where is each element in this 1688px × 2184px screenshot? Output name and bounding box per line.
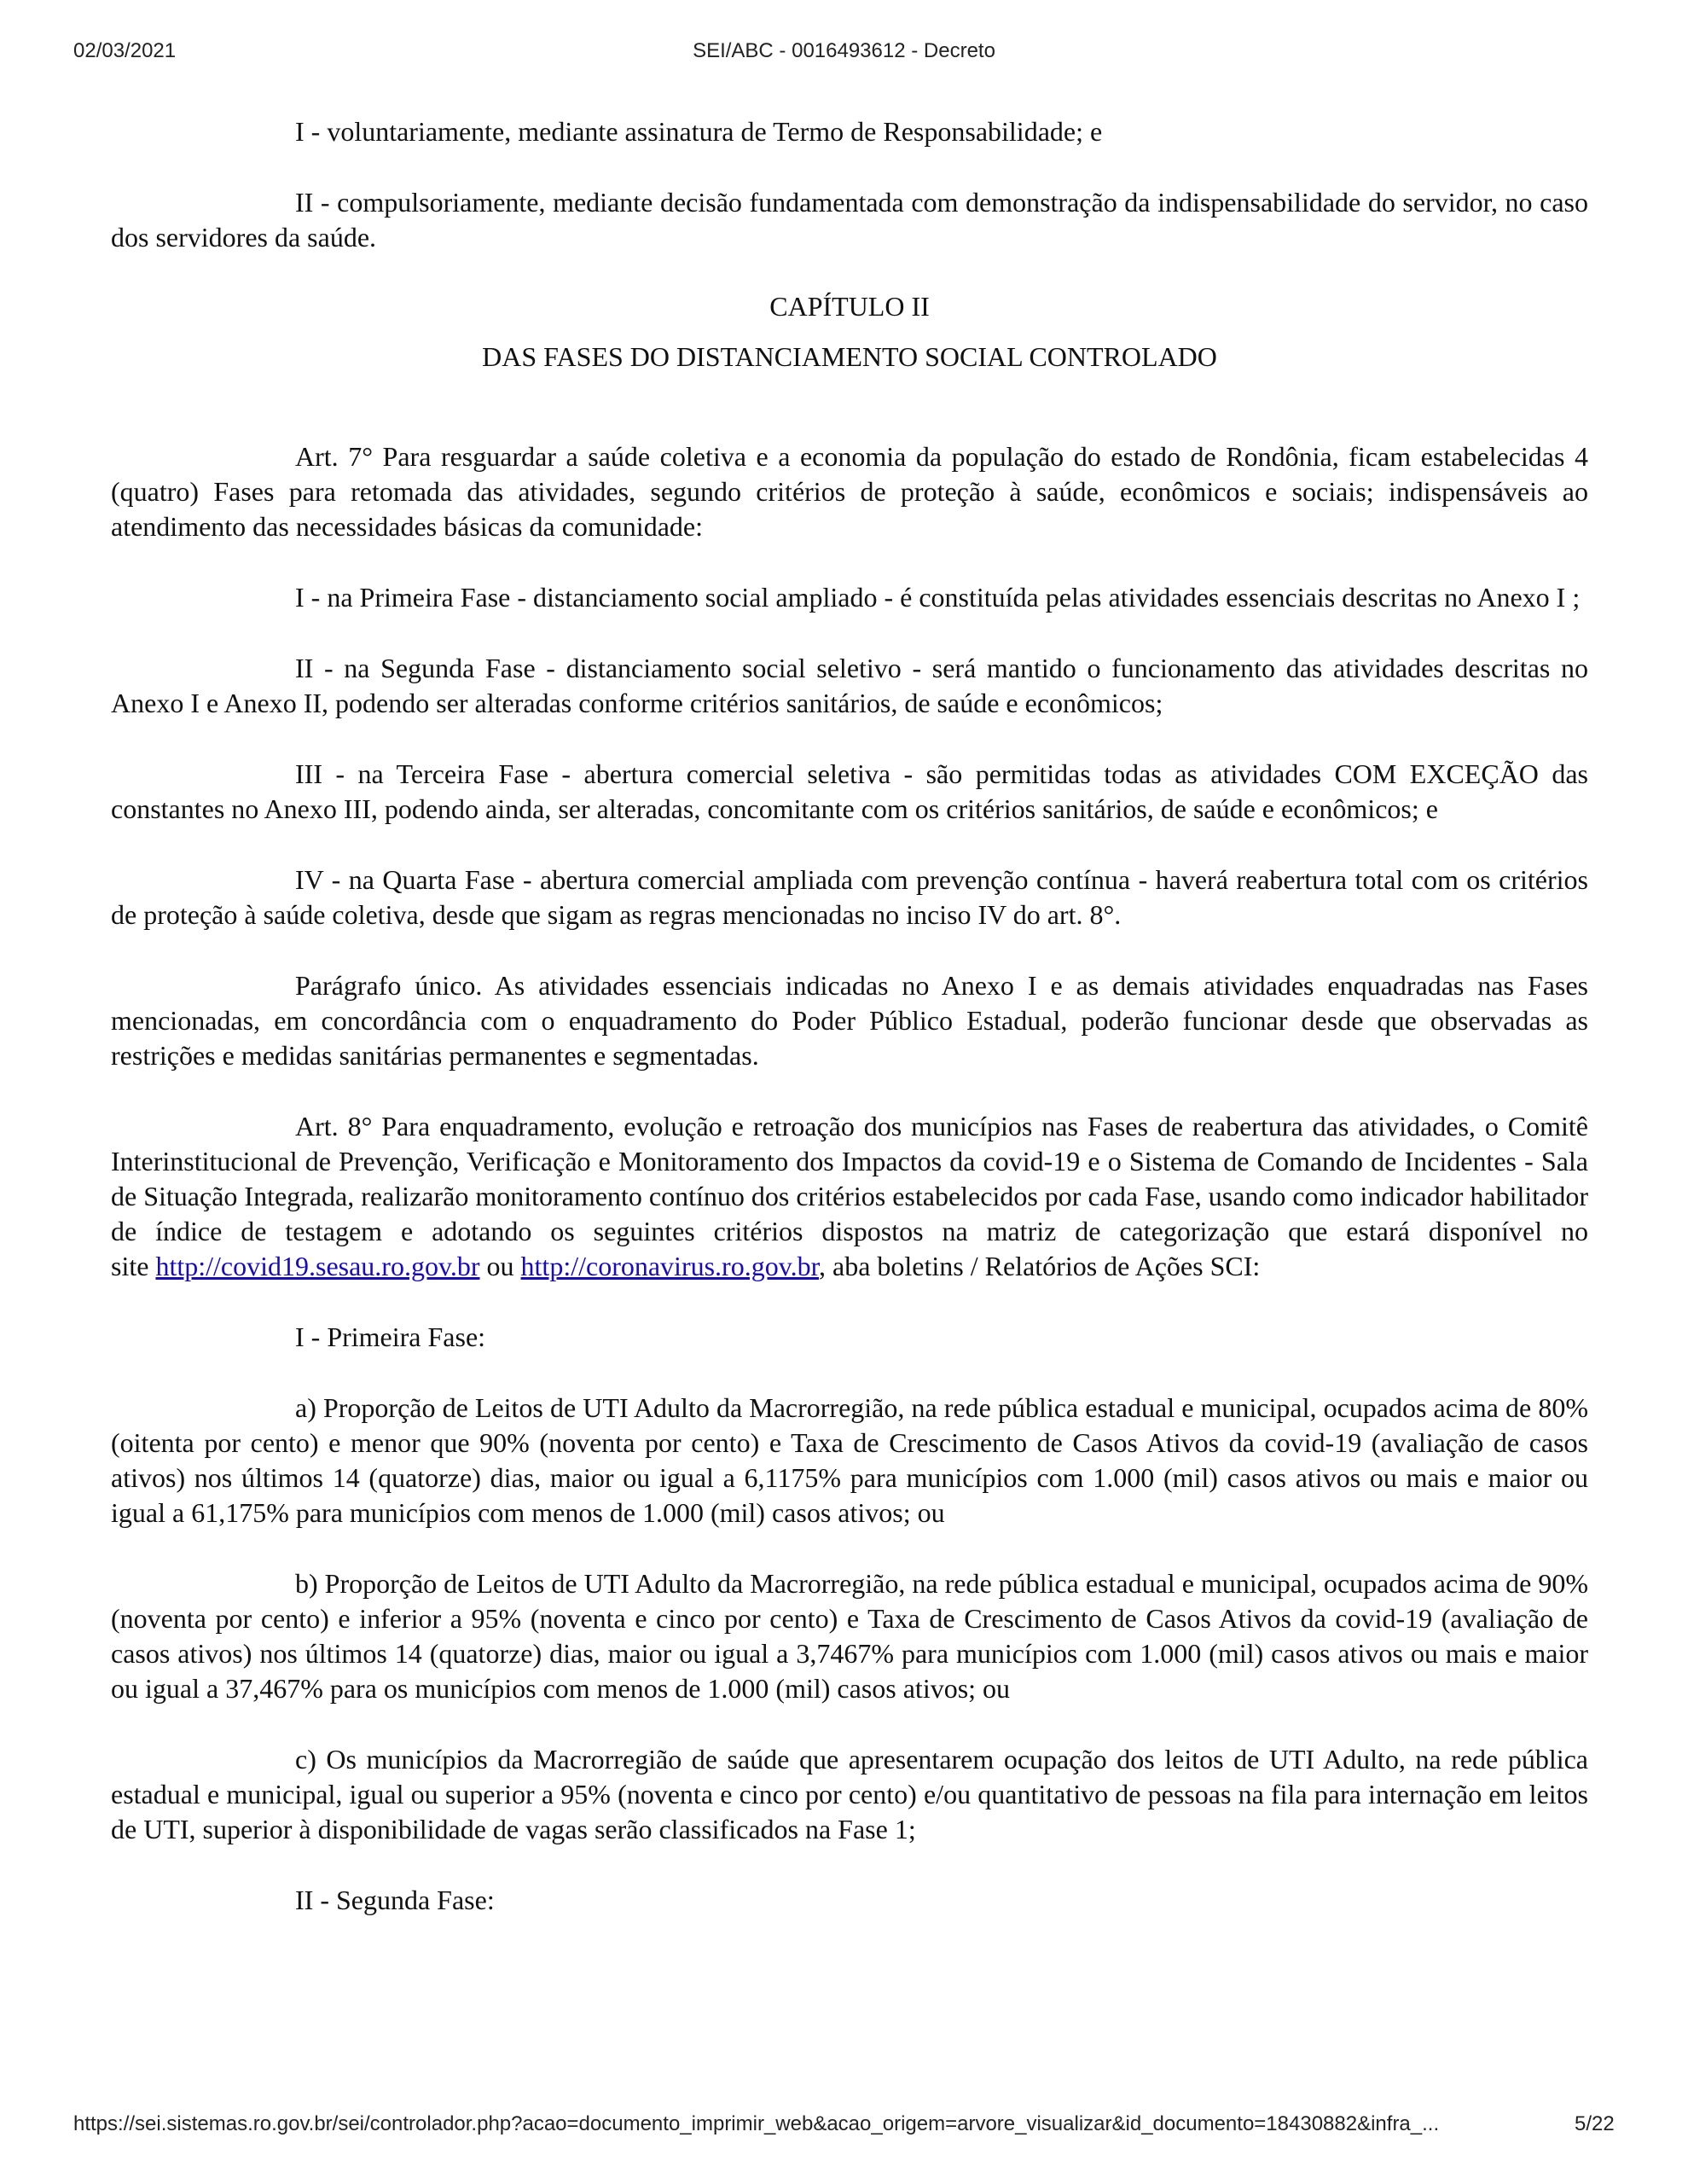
article-8-links-line [111, 1249, 1588, 1284]
article-7-inciso-iv: IV - na Quarta Fase - abertura comercial ampliada com prevenção contínua - haverá reabertura total com os critérios de proteção à saúde coletiva, desde que sigam as regras mencionadas no inciso IV do art. 8°. [111, 864, 1588, 930]
article-7-inciso-ii: II - na Segunda Fase - distanciamento social seletivo - será mantido o funcionamento das atividades descritas no Anexo I e Anexo II, podendo ser alteradas conforme critérios sanitários, de saúde e econômicos; [111, 653, 1588, 718]
fase-1-item-b: b) Proporção de Leitos de UTI Adulto da Macrorregião, na rede pública estadual e municipal, ocupados acima de 90% (noventa por cento) e inferior a 95% (noventa e cinco por cento) e Taxa de Crescimento de Casos Ativos da covid-19 (avaliação de casos ativos) nos últimos 14 (quatorze) dias, maior ou igual a 3,7467% para municípios com 1.000 (mil) casos ativos ou mais e maior ou igual a 37,467% para os municípios com menos de 1.000 (mil) casos ativos; ou [111, 1568, 1588, 1704]
paragraph-inciso-ii: II - compulsoriamente, mediante decisão fundamentada com demonstração da indispensabilidade do servidor, no caso dos servidores da saúde. [111, 187, 1588, 253]
fase-2-title: II - Segunda Fase: [295, 1885, 495, 1915]
article-8 [111, 1109, 1588, 1284]
paragraph-inciso-i: I - voluntariamente, mediante assinatura de Termo de Responsabilidade; e [295, 116, 1103, 147]
links-suffix: , aba boletins / Relatórios de Ações SCI: [819, 1251, 1261, 1281]
coronavirus-ro-link[interactable]: http://coronavirus.ro.gov.br [520, 1251, 819, 1281]
paragrafo-unico: Parágrafo único. As atividades essenciais indicadas no Anexo I e as demais atividades enquadradas nas Fases mencionadas, em concordância com o enquadramento do Poder Público Estadual, poderão funcionar desde que observadas as restrições e medidas sanitárias permanentes e segmentadas. [111, 970, 1588, 1071]
document-body [111, 114, 1588, 1954]
article-7-inciso-iii: III - na Terceira Fase - abertura comercial seletiva - são permitidas todas as atividades COM EXCEÇÃO das constantes no Anexo III, podendo ainda, ser alteradas, concomitante com os critérios sanitários, de saúde e econômicos; e [111, 758, 1588, 824]
page-number: 5/22 [1575, 2112, 1615, 2135]
article-8-text: Art. 8° Para enquadramento, evolução e retroação dos municípios nas Fases de reabertura das atividades, o Comitê Interinstitucional de Prevenção, Verificação e Monitoramento dos Impactos da covid-19 e o Sistema de Comando de Incidentes - Sala de Situação Integrada, realizarão monitoramento contínuo dos critérios estabelecidos por cada Fase, usando como indicador habilitador de índice de testagem e adotando os seguintes critérios dispostos na matriz de categorização que estará disponível no [111, 1111, 1588, 1246]
fase-1-title: I - Primeira Fase: [295, 1321, 486, 1352]
fase-1-item-a: a) Proporção de Leitos de UTI Adulto da Macrorregião, na rede pública estadual e municipal, ocupados acima de 80% (oitenta por cento) e menor que 90% (noventa por cento) e Taxa de Crescimento de Casos Ativos da covid-19 (avaliação de casos ativos) nos últimos 14 (quatorze) dias, maior ou igual a 6,1175% para municípios com 1.000 (mil) casos ativos ou mais e maior ou igual a 61,175% para municípios com menos de 1.000 (mil) casos ativos; ou [111, 1392, 1588, 1528]
print-header [0, 39, 1688, 68]
document-title: SEI/ABC - 0016493612 - Decreto [693, 39, 995, 62]
print-date: 02/03/2021 [73, 39, 177, 62]
fase-1-item-c: c) Os municípios da Macrorregião de saúde que apresentarem ocupação dos leitos de UTI Adulto, na rede pública estadual e municipal, igual ou superior a 95% (noventa e cinco por cento) e/ou quantitativo de pessoas na fila para internação em leitos de UTI, superior à disponibilidade de vagas serão classificados na Fase 1; [111, 1744, 1588, 1844]
article-7: Art. 7° Para resguardar a saúde coletiva e a economia da população do estado de Rondônia, ficam estabelecidas 4 (quatro) Fases para retomada das atividades, segundo critérios de proteção à saúde, econômicos e sociais; indispensáveis ao atendimento das necessidades básicas da comunidade: [111, 441, 1588, 542]
footer-url: https://sei.sistemas.ro.gov.br/sei/controlador.php?acao=documento_imprimir_web&acao_origem=arvore_visualizar&id_documento=18430882&infra_... [73, 2112, 1440, 2135]
chapter-title: CAPÍTULO II [769, 291, 930, 322]
print-footer [0, 2112, 1688, 2141]
article-7-inciso-i: I - na Primeira Fase - distanciamento social ampliado - é constituída pelas atividades essenciais descritas no Anexo I ; [295, 582, 1581, 613]
chapter-subtitle: DAS FASES DO DISTANCIAMENTO SOCIAL CONTROLADO [482, 341, 1217, 372]
or-text: ou [479, 1251, 521, 1281]
site-prefix: site [111, 1251, 156, 1281]
covid19-sesau-link[interactable]: http://covid19.sesau.ro.gov.br [155, 1251, 480, 1281]
